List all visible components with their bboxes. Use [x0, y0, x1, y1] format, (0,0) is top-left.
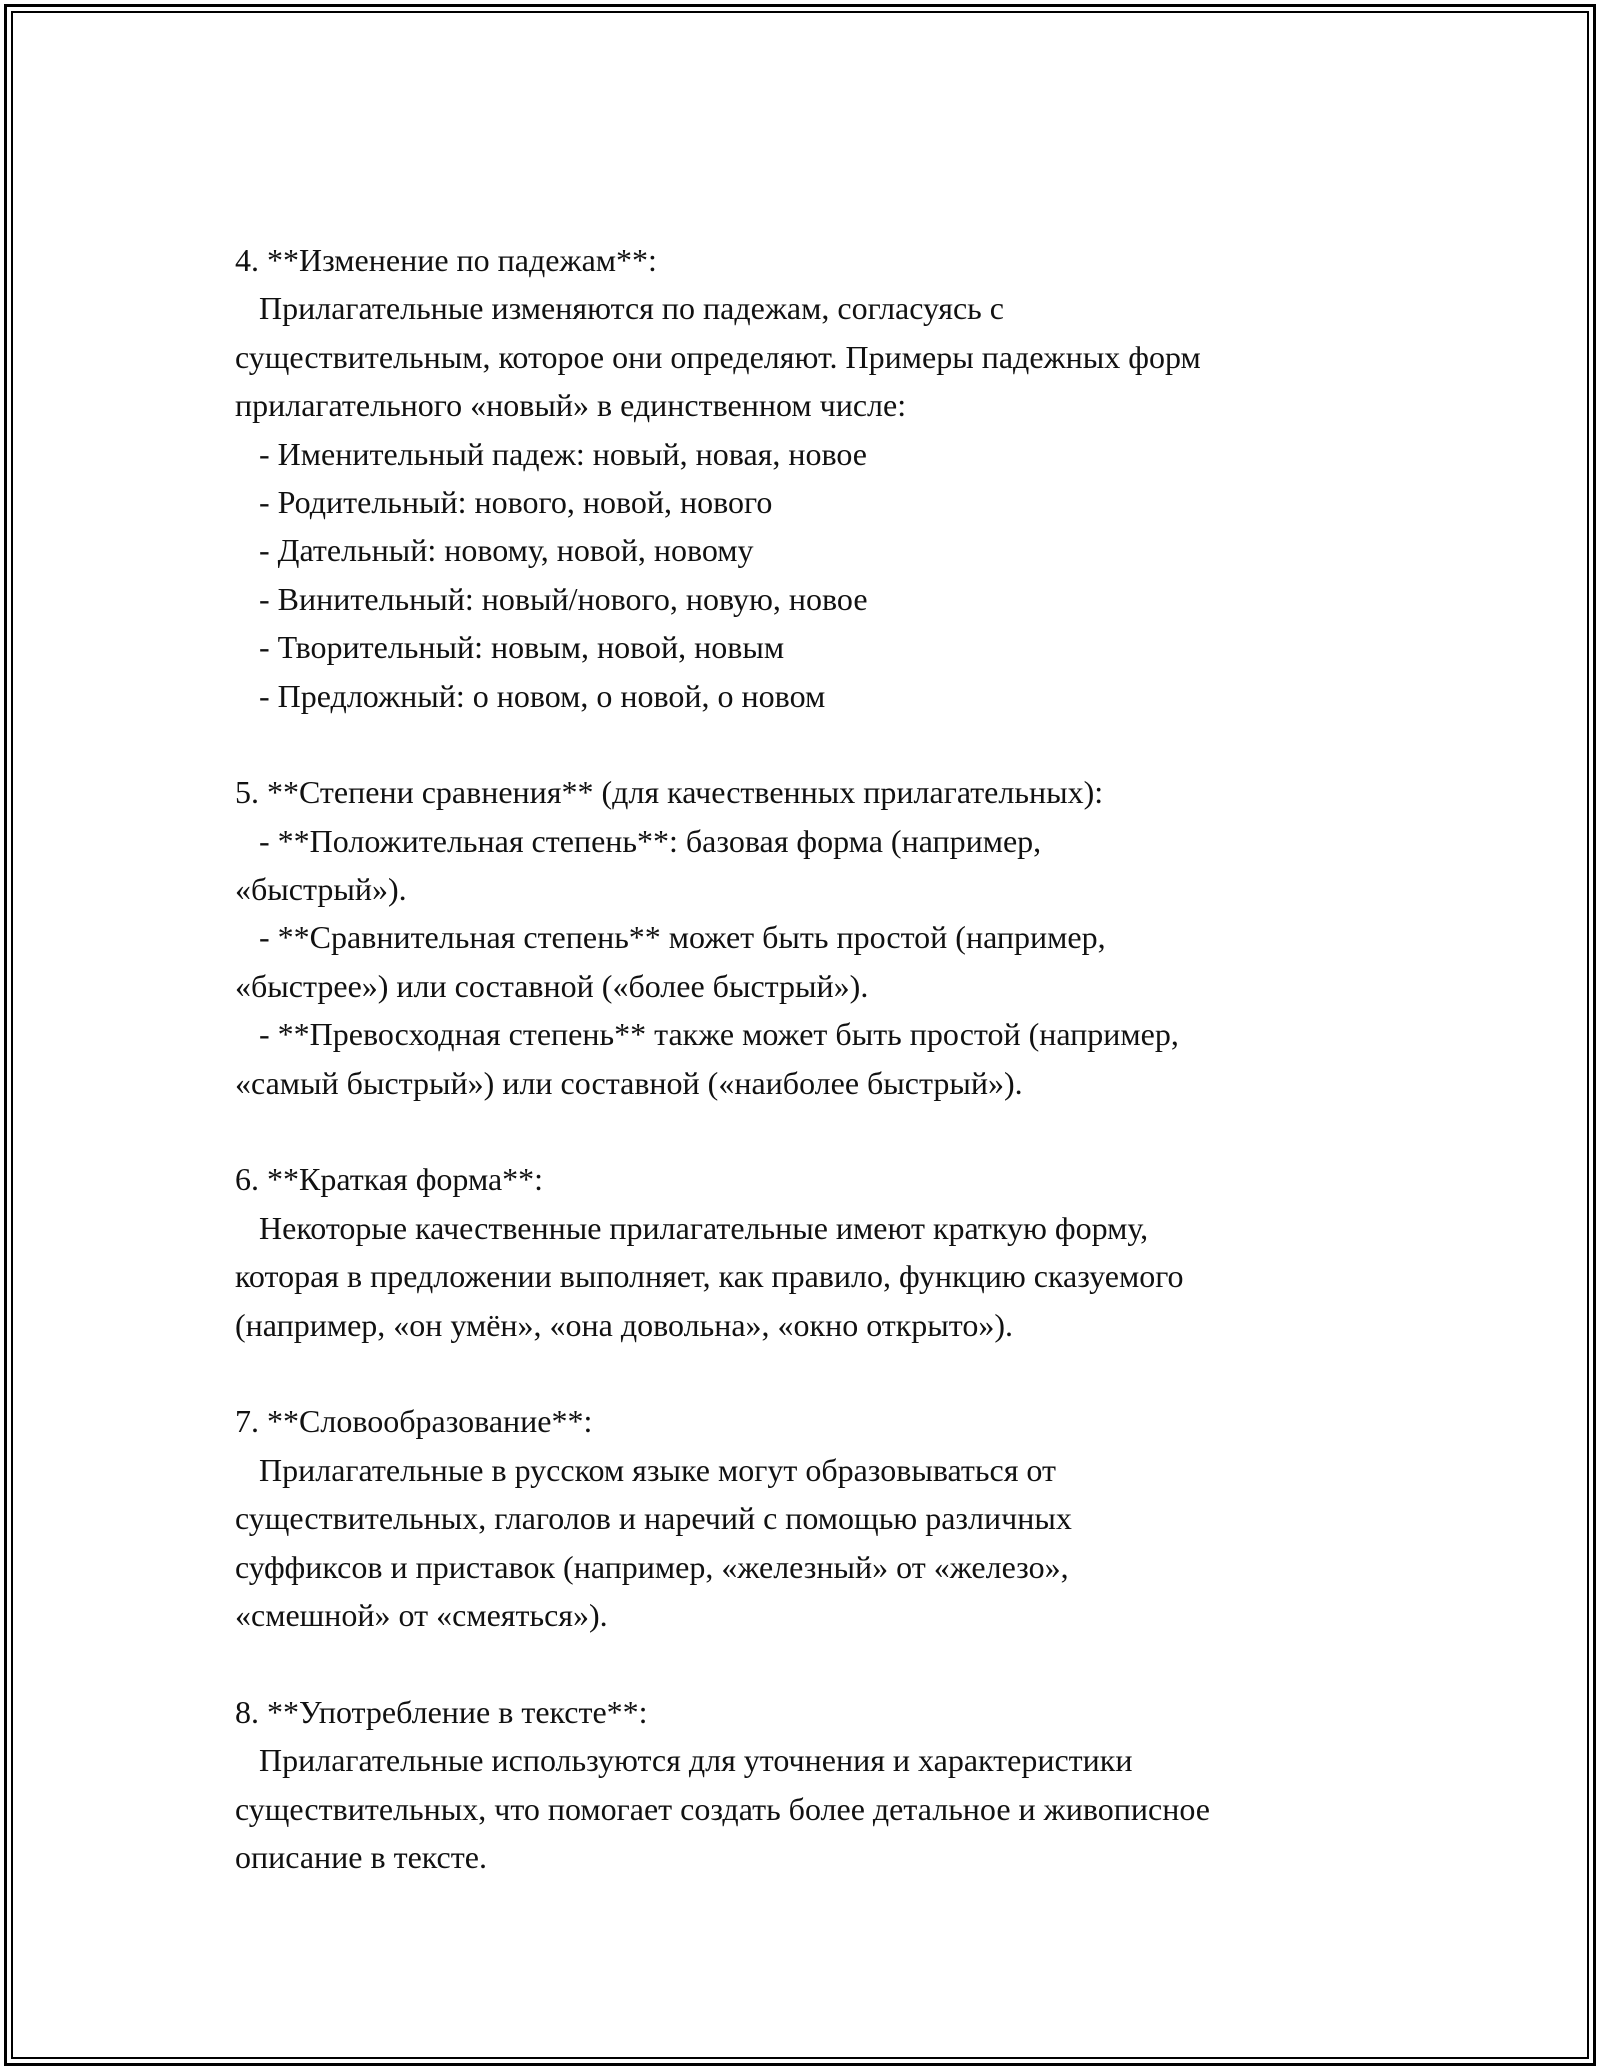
- paragraph-line: Прилагательные изменяются по падежам, согласуясь с: [235, 290, 1004, 327]
- section-heading: 7. **Словообразование**:: [235, 1403, 593, 1440]
- paragraph-line: прилагательного «новый» в единственном числе:: [235, 387, 907, 424]
- list-item: - Именительный падеж: новый, новая, новое: [235, 435, 867, 472]
- section-heading: 8. **Употребление в тексте**:: [235, 1693, 648, 1730]
- paragraph-line: существительных, глаголов и наречий с помощью различных: [235, 1500, 1072, 1537]
- list-item: - **Положительная степень**: базовая форма (например,: [235, 822, 1042, 859]
- section-case-declension: [235, 236, 1375, 720]
- paragraph-line: существительных, что помогает создать более детальное и живописное: [235, 1790, 1210, 1827]
- list-item: - Предложный: о новом, о новой, о новом: [235, 677, 826, 714]
- paragraph-line: Прилагательные в русском языке могут образовываться от: [235, 1451, 1056, 1488]
- section-spacer: [235, 720, 1375, 768]
- section-heading: 5. **Степени сравнения** (для качественных прилагательных):: [235, 774, 1104, 811]
- section-heading: 4. **Изменение по падежам**:: [235, 242, 657, 278]
- section-spacer: [235, 1107, 1375, 1155]
- list-item: - Винительный: новый/нового, новую, новое: [235, 580, 868, 617]
- section-degrees-of-comparison: [235, 768, 1375, 1107]
- list-item: - Родительный: нового, новой, нового: [235, 483, 773, 520]
- section-short-form: [235, 1155, 1375, 1349]
- paragraph-line: Некоторые качественные прилагательные имеют краткую форму,: [235, 1209, 1149, 1246]
- paragraph-line: существительным, которое они определяют. Примеры падежных форм: [235, 338, 1201, 375]
- paragraph-line: «самый быстрый») или составной («наиболее быстрый»).: [235, 1064, 1023, 1101]
- section-word-formation: [235, 1397, 1375, 1639]
- paragraph-line: «смешной» от «смеяться»).: [235, 1596, 608, 1633]
- paragraph-line: «быстрый»).: [235, 871, 407, 908]
- paragraph-line: (например, «он умён», «она довольна», «окно открыто»).: [235, 1306, 1014, 1343]
- section-spacer: [235, 1349, 1375, 1397]
- section-spacer: [235, 1639, 1375, 1687]
- paragraph-line: которая в предложении выполняет, как правило, функцию сказуемого: [235, 1258, 1184, 1295]
- document-body: [235, 236, 1375, 1881]
- section-usage-in-text: [235, 1688, 1375, 1882]
- list-item: - Творительный: новым, новой, новым: [235, 629, 785, 666]
- list-item: - Дательный: новому, новой, новому: [235, 532, 754, 569]
- section-heading: 6. **Краткая форма**:: [235, 1161, 544, 1198]
- paragraph-line: «быстрее») или составной («более быстрый»).: [235, 967, 869, 1004]
- paragraph-line: описание в тексте.: [235, 1838, 487, 1875]
- list-item: - **Превосходная степень** также может быть простой (например,: [235, 1016, 1179, 1053]
- paragraph-line: суффиксов и приставок (например, «железный» от «железо»,: [235, 1548, 1069, 1585]
- list-item: - **Сравнительная степень** может быть простой (например,: [235, 919, 1106, 956]
- paragraph-line: Прилагательные используются для уточнения и характеристики: [235, 1742, 1133, 1779]
